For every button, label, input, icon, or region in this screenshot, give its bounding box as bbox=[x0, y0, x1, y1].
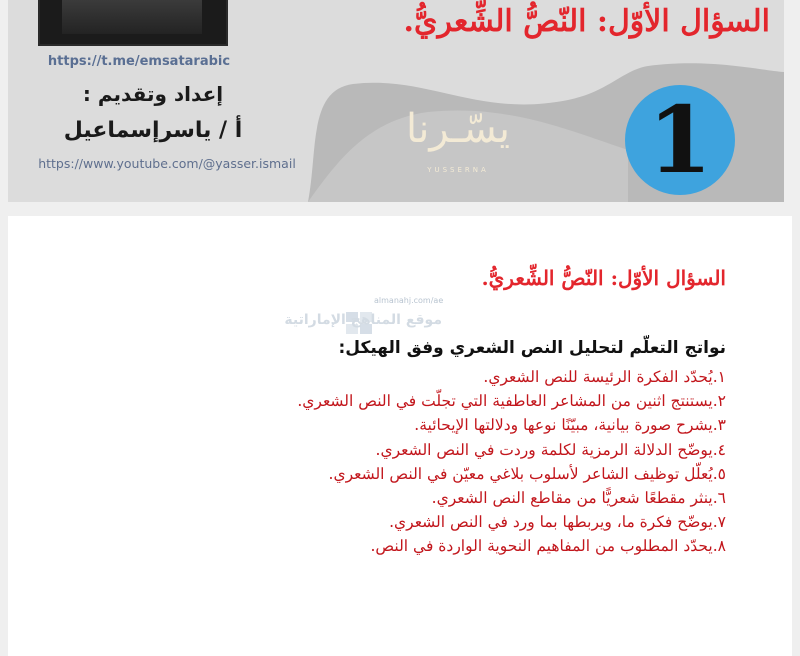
list-item: ٥.يُعلّل توظيف الشاعر لأسلوب بلاغي معيّن في النص الشعري. bbox=[328, 464, 726, 483]
banner-title: السؤال الأوّل: النّصُّ الشِّعريُّ. bbox=[403, 4, 770, 39]
list-item: ١.يُحدّد الفكرة الرئيسة للنص الشعري. bbox=[483, 368, 726, 386]
question-number: 1 bbox=[647, 86, 712, 194]
prepared-by-label: إعداد وتقديم : bbox=[82, 82, 224, 106]
list-item: ٧.يوضّح فكرة ما، ويربطها بما ورد في النص الشعري. bbox=[389, 513, 726, 532]
list-item: ٢.يستنتج اثنين من المشاعر العاطفية التي تجلّت في النص الشعري. bbox=[297, 392, 726, 411]
watermark-url: almanahj.com/ae bbox=[374, 296, 444, 305]
brand-logo: يسّـرنا bbox=[406, 106, 510, 152]
author-name: أ / ياسرإسماعيل bbox=[63, 118, 243, 143]
list-item: ٤.يوضّح الدلالة الرمزية لكلمة وردت في النص الشعري. bbox=[375, 440, 726, 459]
presenter-photo bbox=[38, 0, 228, 46]
youtube-link[interactable]: https://www.youtube.com/@yasser.ismail bbox=[38, 156, 296, 171]
telegram-link[interactable]: https://t.me/emsatarabic bbox=[47, 54, 231, 69]
learning-outcomes-list bbox=[166, 365, 726, 559]
watermark-text: موقع المناهج الإماراتية bbox=[284, 312, 442, 328]
list-item: ٣.يشرح صورة بيانية، مبيّنًا نوعها ودلالتها الإيحائية. bbox=[414, 416, 726, 435]
header-banner bbox=[8, 0, 784, 202]
list-item: ٨.يحدّد المطلوب من المفاهيم النحوية الواردة في النص. bbox=[370, 537, 726, 556]
brand-logo-subtext: YUSSERNA bbox=[427, 166, 489, 174]
learning-outcomes-heading: نواتج التعلّم لتحليل النص الشعري وفق الهيكل: bbox=[338, 338, 726, 358]
list-item: ٦.ينثر مقطعًا شعريًّا من مقاطع النص الشعري. bbox=[431, 489, 726, 508]
section-title: السؤال الأوّل: النّصُّ الشِّعريُّ. bbox=[481, 266, 726, 290]
content-card bbox=[8, 216, 792, 656]
